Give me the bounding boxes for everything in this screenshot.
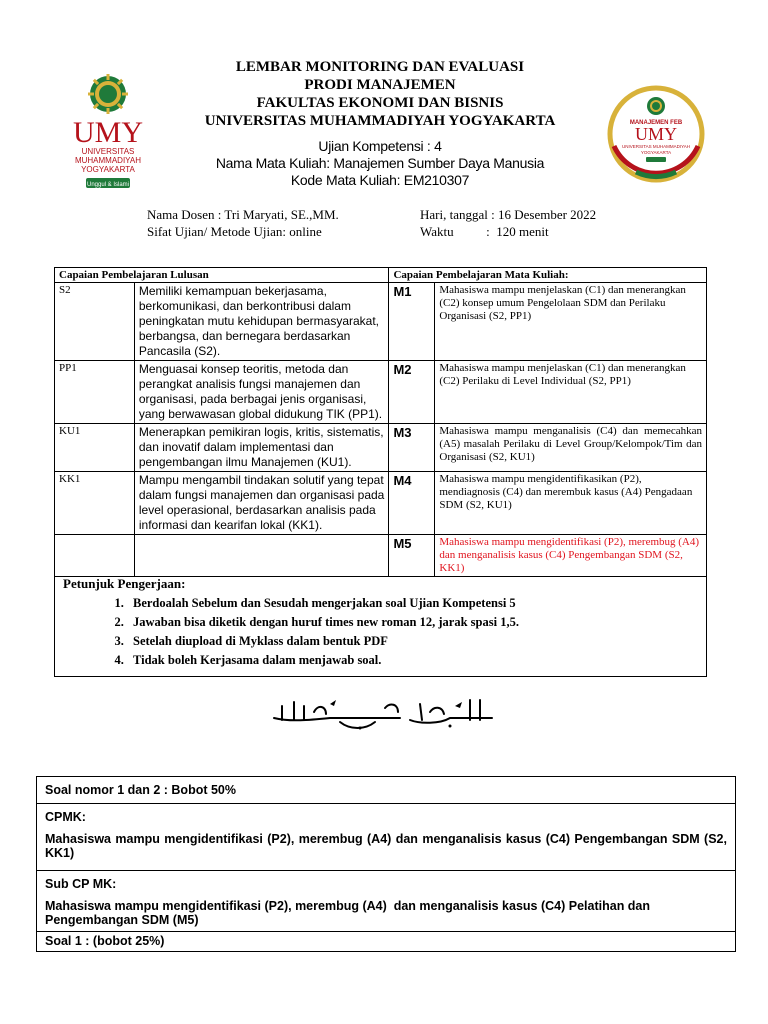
cpmk-desc: Mahasiswa mampu menganalisis (C4) dan memecahkan (A5) masalah Perilaku di Level Group/Kelompok/Tim dan Organisasi (S2, KU1) (435, 424, 707, 472)
question-title: Soal nomor 1 dan 2 : Bobot 50% (45, 783, 236, 797)
course-name: Nama Mata Kuliah: Manajemen Sumber Daya Manusia (215, 155, 545, 171)
exam-method: Sifat Ujian/ Metode Ujian: online (147, 224, 322, 239)
cpl-code (55, 535, 135, 577)
cpl-desc: Menerapkan pemikiran logis, kritis, sistematis, dan inovatif dalam implementasi dan pengembangan ilmu Manajemen (KU1). (134, 424, 389, 472)
exam-title: Ujian Kompetensi : 4 (318, 138, 442, 154)
basmalah-calligraphy (270, 694, 496, 734)
cpmk-section (37, 804, 735, 871)
cpmk-code: M1 (389, 283, 435, 361)
table-row (55, 283, 707, 361)
cpl-code: KU1 (55, 424, 135, 472)
cpmk-code: M3 (389, 424, 435, 472)
cpmk-desc-highlight: Mahasiswa mampu mengidentifikasi (P2), merembug (A4) dan menganalisis kasus (C4) Pengembangan SDM (S2, KK1) (435, 535, 707, 577)
lecturer-name: Nama Dosen : Tri Maryati, SE.,MM. (147, 207, 339, 222)
cpmk-desc: Mahasiswa mampu menjelaskan (C1) dan menerangkan (C2) Perilaku di Level Individual (S2, PP1) (435, 361, 707, 424)
header-cpmk: Capaian Pembelajaran Mata Kuliah: (389, 268, 707, 283)
svg-text:MUHAMMADIYAH: MUHAMMADIYAH (74, 156, 142, 165)
cpl-code: PP1 (55, 361, 135, 424)
umy-logo (60, 72, 156, 192)
svg-text:Unggul & Islami: Unggul & Islami (86, 182, 130, 188)
svg-text:YOGYAKARTA: YOGYAKARTA (640, 150, 672, 155)
cpl-code: KK1 (55, 472, 135, 535)
instruction-item: 1. Berdoalah Sebelum dan Sesudah mengerjakan soal Ujian Kompetensi 5 (127, 596, 706, 611)
instruction-item: 2. Jawaban bisa diketik dengan huruf times new roman 12, jarak spasi 1,5. (127, 615, 706, 630)
instruction-item: 3. Setelah diupload di Myklass dalam bentuk PDF (127, 634, 706, 649)
cpmk-code: M5 (389, 535, 435, 577)
instructions-list (55, 596, 706, 668)
svg-text:UNIVERSITAS MUHAMMADIYAH: UNIVERSITAS MUHAMMADIYAH (621, 144, 691, 149)
svg-text:MANAJEMEN FEB: MANAJEMEN FEB (629, 120, 683, 126)
schedule-info (420, 206, 596, 240)
subcp-label: Sub CP MK: (45, 877, 117, 891)
question-1 (37, 932, 735, 951)
instruction-item: 4. Tidak boleh Kerjasama dalam menjawab soal. (127, 653, 706, 668)
umy-logo-text: UMY (72, 116, 144, 149)
header-line-1: LEMBAR MONITORING DAN EVALUASI (235, 59, 525, 75)
lecturer-info (147, 206, 339, 240)
cpmk-desc: Mahasiswa mampu menjelaskan (C1) dan menerangkan (C2) konsep umum Pengelolaan SDM dan Perilaku Organisasi (S2, PP1) (435, 283, 707, 361)
header-cpl: Capaian Pembelajaran Lulusan (55, 268, 389, 283)
manajemen-feb-logo (606, 84, 706, 184)
subcp-section (37, 871, 735, 932)
instructions-box (54, 574, 707, 677)
cpl-desc: Mampu mengambil tindakan solutif yang tepat dalam fungsi manajemen dan organisasi pada level operasional, berdasarkan analisis pada informasi dan kearifan lokal (KK1). (134, 472, 389, 535)
cpl-desc: Menguasai konsep teoritis, metoda dan perangkat analisis fungsi manajemen dan organisasi, pada berbagai jenis organisasi, yang berwawasan global didukung TIK (PP1). (134, 361, 389, 424)
table-row (55, 361, 707, 424)
cpmk-text: Mahasiswa mampu mengidentifikasi (P2), merembug (A4) dan menganalisis kasus (C4) Pengembangan SDM (S2, KK1) (45, 832, 727, 860)
table-row (55, 472, 707, 535)
cpmk-desc: Mahasiswa mampu mengidentifikasikan (P2), mendiagnosis (C4) dan merembuk kasus (A4) Pengadaan SDM (S2, KU1) (435, 472, 707, 535)
exam-date: Hari, tanggal : 16 Desember 2022 (420, 207, 597, 222)
cpmk-label: CPMK: (45, 810, 86, 824)
course-code: Kode Mata Kuliah: EM210307 (290, 172, 470, 188)
cpl-desc: Memiliki kemampuan bekerjasama, berkomunikasi, dan berkontribusi dalam peningkatan mutu kehidupan bermasyarakat, berbangsa, dan bernegara berdasarkan Pancasila (S2). (134, 283, 389, 361)
header-line-2: PRODI MANAJEMEN (304, 77, 456, 93)
header-line-4: UNIVERSITAS MUHAMMADIYAH YOGYAKARTA (204, 113, 556, 129)
exam-info (160, 138, 600, 189)
cpmk-code: M2 (389, 361, 435, 424)
learning-outcomes-table (54, 267, 707, 577)
svg-text:YOGYAKARTA: YOGYAKARTA (81, 165, 135, 174)
question-box (36, 776, 736, 952)
exam-duration: Waktu : 120 menit (420, 224, 549, 239)
table-header-row (55, 268, 707, 283)
table-row (55, 535, 707, 577)
svg-text:UNIVERSITAS: UNIVERSITAS (81, 147, 135, 156)
cpmk-code: M4 (389, 472, 435, 535)
table-row (55, 424, 707, 472)
subcp-text: Mahasiswa mampu mengidentifikasi (P2), merembug (A4) dan menganalisis kasus (C4) Pelatihan dan Pengembangan SDM (M5) (45, 899, 654, 927)
header-line-3: FAKULTAS EKONOMI DAN BISNIS (256, 95, 504, 111)
cpl-code: S2 (55, 283, 135, 361)
svg-text:UMY: UMY (634, 124, 678, 144)
question-header (37, 777, 735, 804)
document-header (150, 58, 610, 130)
instructions-title: Petunjuk Pengerjaan: (63, 576, 186, 591)
cpl-desc (134, 535, 389, 577)
question-1-label: Soal 1 : (bobot 25%) (45, 934, 165, 948)
